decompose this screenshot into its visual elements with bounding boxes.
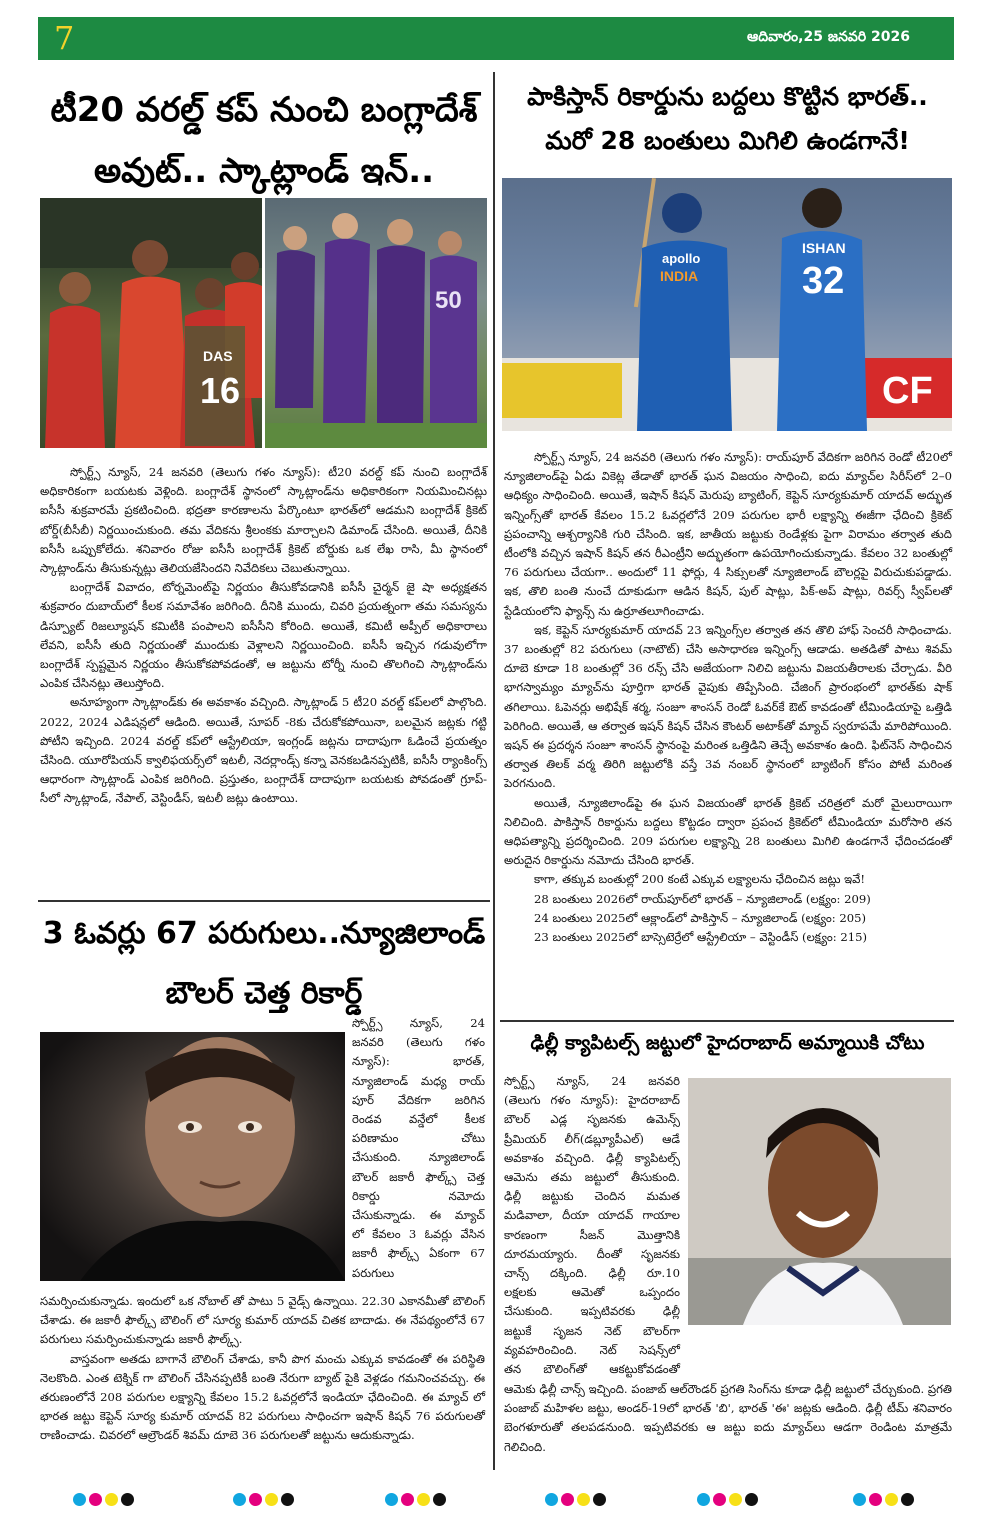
bangladesh-story-body [40,463,487,809]
srujana-portrait-photo [688,1078,951,1325]
registration-mark-icon [385,1493,446,1507]
paragraph: కాగా, తక్కువ బంతుల్లో 200 కంటే ఎక్కువ లక్ష్యాలను ఛేదించిన జట్లు ఇవే! [534,872,866,887]
india-record-story-body [504,448,952,947]
registration-mark-icon [233,1493,294,1507]
jersey-brand-text: apollo [662,251,701,266]
hyderabad-story-body [504,1380,952,1457]
paragraph: స్పోర్ట్స్ న్యూస్, 24 జనవరి (తెలుగు గళం న్యూస్): రాయ్‌పూర్ వేదికగా జరిగిన రెండో టీ20లో న్యూజిలాండ్‌పై ఏడు వికెట్ల తేడాతో భారత్ ఘన విజయం సాధించి, ఐదు మ్యాచ్‌ల సిరీస్‌లో 2–0 ఆధిక్యం సాధించింది. అయితే, ఇషాన్ కిషన్ మెరుపు బ్యాటింగ్, కెప్టెన్ సూర్యకుమార్ యాదవ్ అద్భుత ఇన్నింగ్స్‌తో భారత్ కేవలం 15.2 ఓవర్లలోనే 209 పరుగుల భారీ లక్ష్యాన్ని ఈజీగా ఛేదించి క్రికెట్ ప్రపంచాన్ని ఆశ్చర్యానికి గురి చేసింది. ఇక, జాతీయ జట్టుకు రెండేళ్లకు పైగా విరామం తర్వాత తుది టీంలోకి వచ్చిన ఇషాన్ కిషన్ తన రీఎంట్రీని అద్భుతంగా ఉపయోగించుకున్నాడు. కేవలం 32 బంతుల్లో 76 పరుగులు చేయగా.. అందులో 11 ఫోర్లు, 4 సిక్సులతో న్యూజిలాండ్ బౌలర్లపై విరుచుకుపడ్డాడు. ఇక, తొలి బంతి నుంచే దూకుడుగా ఆడిన కిషన్, పుల్ షాట్లు, పిక్-అప్ షాట్లు, రివర్స్ స్వీప్‌లతో స్టేడియంలోని ఫ్యాన్స్ ను ఉర్రూతలూగించాడు. [504,450,952,618]
hyderabad-story-narrow-text: స్పోర్ట్స్ న్యూస్, 24 జనవరి (తెలుగు గళం న్యూస్): హైదరాబాద్ బౌలర్ ఎడ్ల సృజనకు ఉమెన్స్ ప్రీమియర్ లీగ్(డబ్ల్యూపీఎల్) ఆడే అవకాశం వచ్చింది. ఢిల్లీ క్యాపిటల్స్ ఆమెను తమ జట్టులో తీసుకుంది. ఢిల్లీ జట్టుకు చెందిన మమత మడివాలా, దీయా యాదవ్ గాయాల కారణంగా సీజన్ మొత్తానికి దూరమయ్యారు. దీంతో సృజనకు చాన్స్ దక్కింది. ఢిల్లీ రూ.10 లక్షలకు ఆమెతో ఒప్పందం చేసుకుంది. ఇప్పటివరకు ఢిల్లీ జట్టుకే సృజన నెట్ బౌలర్‌గా వ్యవహరించింది. నెట్ సెషన్స్‌లో తన బౌలింగ్‌తో ఆకట్టుకోవడంతో [504,1074,680,1377]
bowler-story-narrow-text: స్పోర్ట్స్ న్యూస్, 24 జనవరి (తెలుగు గళం న్యూస్): భారత్, న్యూజిలాండ్ మధ్య రాయ్ పూర్ వేదికగా జరిగిన రెండవ వన్డేలో కీలక పరిణామం చోటు చేసుకుంది. న్యూజిలాండ్ బౌలర్ జకారీ ఫౌల్క్స్ చెత్త రికార్డు నమోదు చేసుకున్నాడు. ఈ మ్యాచ్ లో కేవలం 3 ఓవర్లు వేసిన జకారీ ఫౌల్క్స్ ఏకంగా 67 పరుగులు [352,1016,485,1280]
zakary-foulkes-photo [40,1032,345,1281]
paragraph: అయితే, న్యూజిలాండ్‌పై ఈ ఘన విజయంతో భారత్ క్రికెట్ చరిత్రలో మరో మైలురాయిగా నిలిచింది. పాకిస్తాన్ రికార్డును బద్దలు కొట్టడం ద్వారా ప్రపంచ క్రికెట్‌లో టీమిండియా మరోసారి తన ఆధిపత్యాన్ని ప్రదర్శించింది. 209 పరుగుల లక్ష్యాన్ని 28 బంతులు మిగిలి ఉండగానే ఛేదించడంతో అరుదైన రికార్డును నమోదు చేసింది భారత్. [504,795,952,868]
paragraph: ఆమెకు ఢిల్లీ చాన్స్ ఇచ్చింది. పంజాబ్ ఆల్‌రౌండర్ ప్రగతి సింగ్‌ను కూడా ఢిల్లీ జట్టులో చేర్చుకుంది. ప్రగతి పంజాబ్ మహిళల జట్టు, అండర్-19లో భారత్ 'బి', భారత్ 'ఈ' జట్లకు ఆడింది. ఢిల్లీ టీమ్ శనివారం బెంగళూరుతో తలపడనుంది. ఇప్పటివరకు ఆ జట్టు ఐదు మ్యాచ్‌లు ఆడగా రెండింట మాత్రమే గెలిచింది. [504,1382,952,1454]
paragraph: అనూహ్యంగా స్కాట్లాండ్‌కు ఈ అవకాశం వచ్చింది. స్కాట్లాండ్ 5 టీ20 వరల్డ్ కప్‌లలో పాల్గొంది. 2022, 2024 ఎడిషన్లలో ఆడింది. అయితే, సూపర్ -8కు చేరుకోకపోయినా, బలమైన జట్లకు గట్టి పోటీని ఇచ్చింది. 2024 వరల్డ్ కప్‌లో ఆస్ట్రేలియా, ఇంగ్లండ్ జట్లను దాదాపుగా ఓడించే ప్రయత్నం చేసింది. యూరోపియన్ క్వాలిఫయర్స్‌లో ఇటలీ, నెదర్లాండ్స్ కన్నా వెనకబడినప్పటికీ, ఐసీసీ ర్యాంకింగ్స్ ఆధారంగా స్కాట్లాండ్ ఎంపిక జరిగింది. ప్రస్తుతం, బంగ్లాదేశ్ దాదాపుగా బయటకు పోవడంతో గ్రూప్-సీలో స్కాట్లాండ్, నేపాల్, వెస్టిండీస్, ఇటలీ జట్లు ఉంటాయి. [40,695,487,806]
record-row: 23 బంతులు 2025లో బాస్సెటెర్రేలో ఆస్ట్రేలియా – వెస్టిండీస్ (లక్ష్యం: 215) [534,930,867,945]
paragraph: ఇక, కెప్టెన్ సూర్యకుమార్ యాదవ్ 23 ఇన్నింగ్స్‌ల తర్వాత తన తొలి హాఫ్ సెంచరీ సాధించాడు. 37 బంతుల్లో 82 పరుగులు (నాటౌట్) చేసి అసాధారణ ఇన్నింగ్స్ ఆడాడు. అతడితో పాటు శివమ్ దూబె కూడా 18 బంతుల్లో 36 రన్స్ చేసి అజేయంగా నిలిచి జట్టును విజయతీరాలకు చేర్చాడు. వీరి భాగస్వామ్యం మ్యాచ్‌ను పూర్తిగా భారత్ వైపుకు తిప్పేసింది. చేజింగ్ ప్రారంభంలో భారత్‌కు షాక్ తగిలాయి. ఓపెనర్లు అభిషేక్ శర్మ, సంజూ శాంసన్ రెండో ఓవర్‌కే ఔట్ కావడంతో టీమిండియాపై ఒత్తిడి పెరిగింది. అయితే, ఆ తర్వాత ఇషన్ కిషన్ చేసిన కౌంటర్ అటాక్‌తో మ్యాచ్ స్వరూపమే మారిపోయింది. ఇషన్ ఈ ప్రదర్శన సంజూ శాంసన్ స్థానంపై మరింత ఒత్తిడిని తెచ్చే అవకాశం ఉంది. ఫిట్‌నెస్ సాధించిన తర్వాత తిలక్ వర్మ తిరిగి జట్టులోకి వస్తే 3వ నంబర్ స్థానంలో బ్యాటింగ్ కోసం పోటీ మరింత పెరగనుంది. [504,622,952,791]
headline-india-record: పాకిస్తాన్ రికార్డును బద్దలు కొట్టిన భారత్.. మరో 28 బంతులు మిగిలి ఉండగానే! [527,82,928,155]
registration-mark-icon [697,1493,758,1507]
india-batters-photo [502,178,952,431]
bangladesh-team-photo [40,198,262,448]
column-divider [493,72,495,1470]
record-row: 24 బంతులు 2025లో ఆక్లాండ్‌లో పాకిస్తాన్ – న్యూజిలాండ్ (లక్ష్యం: 205) [534,910,867,925]
registration-mark-icon [73,1493,134,1507]
headline-bangladesh-out: టీ20 వరల్డ్ కప్ నుంచి బంగ్లాదేశ్ అవుట్.. స్కాట్లాండ్ ఇన్.. [50,90,478,191]
jersey-number-32: 32 [802,260,845,302]
paragraph: సమర్పించుకున్నాడు. ఇందులో ఒక నోబాల్ తో పాటు 5 వైడ్స్ ఉన్నాయి. 22.30 ఎకానమీతో బౌలింగ్ చేశాడు. ఈ జకారీ ఫౌల్క్స్ బౌలింగ్ లో సూర్య కుమార్ యాదవ్ చితక బాదాడు. ఈ నేపథ్యంలోనే 67 పరుగులు సమర్పించుకున్నాడు జకారీ ఫౌల్క్స్. [40,1294,485,1347]
headline-bowler-record: 3 ఓవర్లు 67 పరుగులు..న్యూజిలాండ్ బౌలర్ చెత్త రికార్డ్ [42,916,486,1011]
story-divider [38,900,490,902]
paragraph: బంగ్లాదేశ్ వివాదం, టోర్నమెంట్‌పై నిర్ణయం తీసుకోవడానికి ఐసీసీ చైర్మన్ జై షా అధ్యక్షతన శుక్రవారం దుబాయ్‌లో కీలక సమావేశం జరిగింది. దీనికి ముందు, చివరి ప్రయత్నంగా తమ సమస్యను డిస్ప్యూట్ రిజల్యూషన్ కమిటీకి పంపాలని ఐసీసీని కోరింది. అయితే, కమిటీ అప్పీల్ అధికారాలు లేవని, ఐసీసీ తుది నిర్ణయంతో ముందుకు వెళ్లాలని నిర్ణయించింది. ఐసీసీ ఇచ్చిన గడువులోగా బంగ్లాదేశ్ స్పష్టమైన నిర్ణయం తీసుకోకపోవడంతో, ఆ జట్టును టోర్నీ నుంచి తొలగించి స్కాట్లాండ్‌ను ఎంపిక చేసినట్లు తెలుస్తోంది. [40,580,487,691]
jersey-country-text: INDIA [660,268,699,284]
story-divider [500,1020,954,1022]
paragraph: స్పోర్ట్స్ న్యూస్, 24 జనవరి (తెలుగు గళం న్యూస్): టీ20 వరల్డ్ కప్ నుంచి బంగ్లాదేశ్ అధికారికంగా బయటకు వెళ్లింది. బంగ్లాదేశ్ స్థానంలో స్కాట్లాండ్‌ను అధికారికంగా నియమించినట్లు ఐసీసీ శుక్రవారమే ప్రకటించింది. భద్రతా కారణాలను పేర్కొంటూ భారత్‌లో ఆడమని బంగ్లాదేశ్ క్రికెట్ బోర్డ్(బీసీబీ) నిర్ణయించుకుంది. తమ వేదికను శ్రీలంకకు మార్చాలని డిమాండ్ చేసింది. అయితే, దీనికి ఐసీసీ ఒప్పుకోలేదు. శనివారం రోజు ఐసీసీ బంగ్లాదేశ్ క్రికెట్ బోర్డుకు ఒక లేఖ రాసి, మీ స్థానంలో స్కాట్లాండ్‌ను తీసుకున్నట్లు తెలియజేసిందని నివేదికలు చెబుతున్నాయి. [40,465,487,576]
registration-mark-icon [853,1493,914,1507]
scotland-team-photo [265,198,487,448]
jersey-name-ishan: ISHAN [802,240,846,256]
masthead-bar [38,17,954,60]
jersey-number-2: 50 [435,287,462,314]
jersey-number: 16 [200,370,241,411]
paragraph: వాస్తవంగా అతడు బాగానే బౌలింగ్ చేశాడు, కానీ పొగ మంచు ఎక్కువ కావడంతో ఈ పరిస్థితి నెలకొంది. ఎంత టెక్నిక్ గా బౌలింగ్ చేసినప్పటికీ బంతి నేరుగా బ్యాట్ పైకి వెళ్లడం గమనించవచ్చు. ఈ తరుణంలోనే 208 పరుగుల లక్ష్యాన్ని కేవలం 15.2 ఓవర్లలోనే ఇండియా ఛేదించింది. ఈ మ్యాచ్ లో భారత జట్టు కెప్టెన్ సూర్య కుమార్ యాదవ్ 82 పరుగులు సాధించగా ఇషాన్ కిషన్ 76 పరుగులతో రాణించాడు. చివరలో ఆల్రౌండర్ శివమ్ దూబె 36 పరుగులతో జట్టును ఆదుకున్నాడు. [40,1351,486,1443]
page-number: 7 [54,19,75,57]
issue-date: ఆదివారం,25 జనవరి 2026 [747,29,910,45]
bowler-story-body [40,1292,485,1446]
jersey-name-das: DAS [203,348,233,364]
headline-hyderabad-girl: ఢిల్లీ క్యాపిటల్స్ జట్టులో హైదరాబాద్ అమ్మాయికి చోటు [530,1032,925,1054]
registration-mark-icon [545,1493,606,1507]
banner-text: CF [882,370,933,412]
record-row: 28 బంతులు 2026లో రాయ్‌పూర్‌లో భారత్ – న్యూజిలాండ్ (లక్ష్యం: 209) [534,891,871,906]
